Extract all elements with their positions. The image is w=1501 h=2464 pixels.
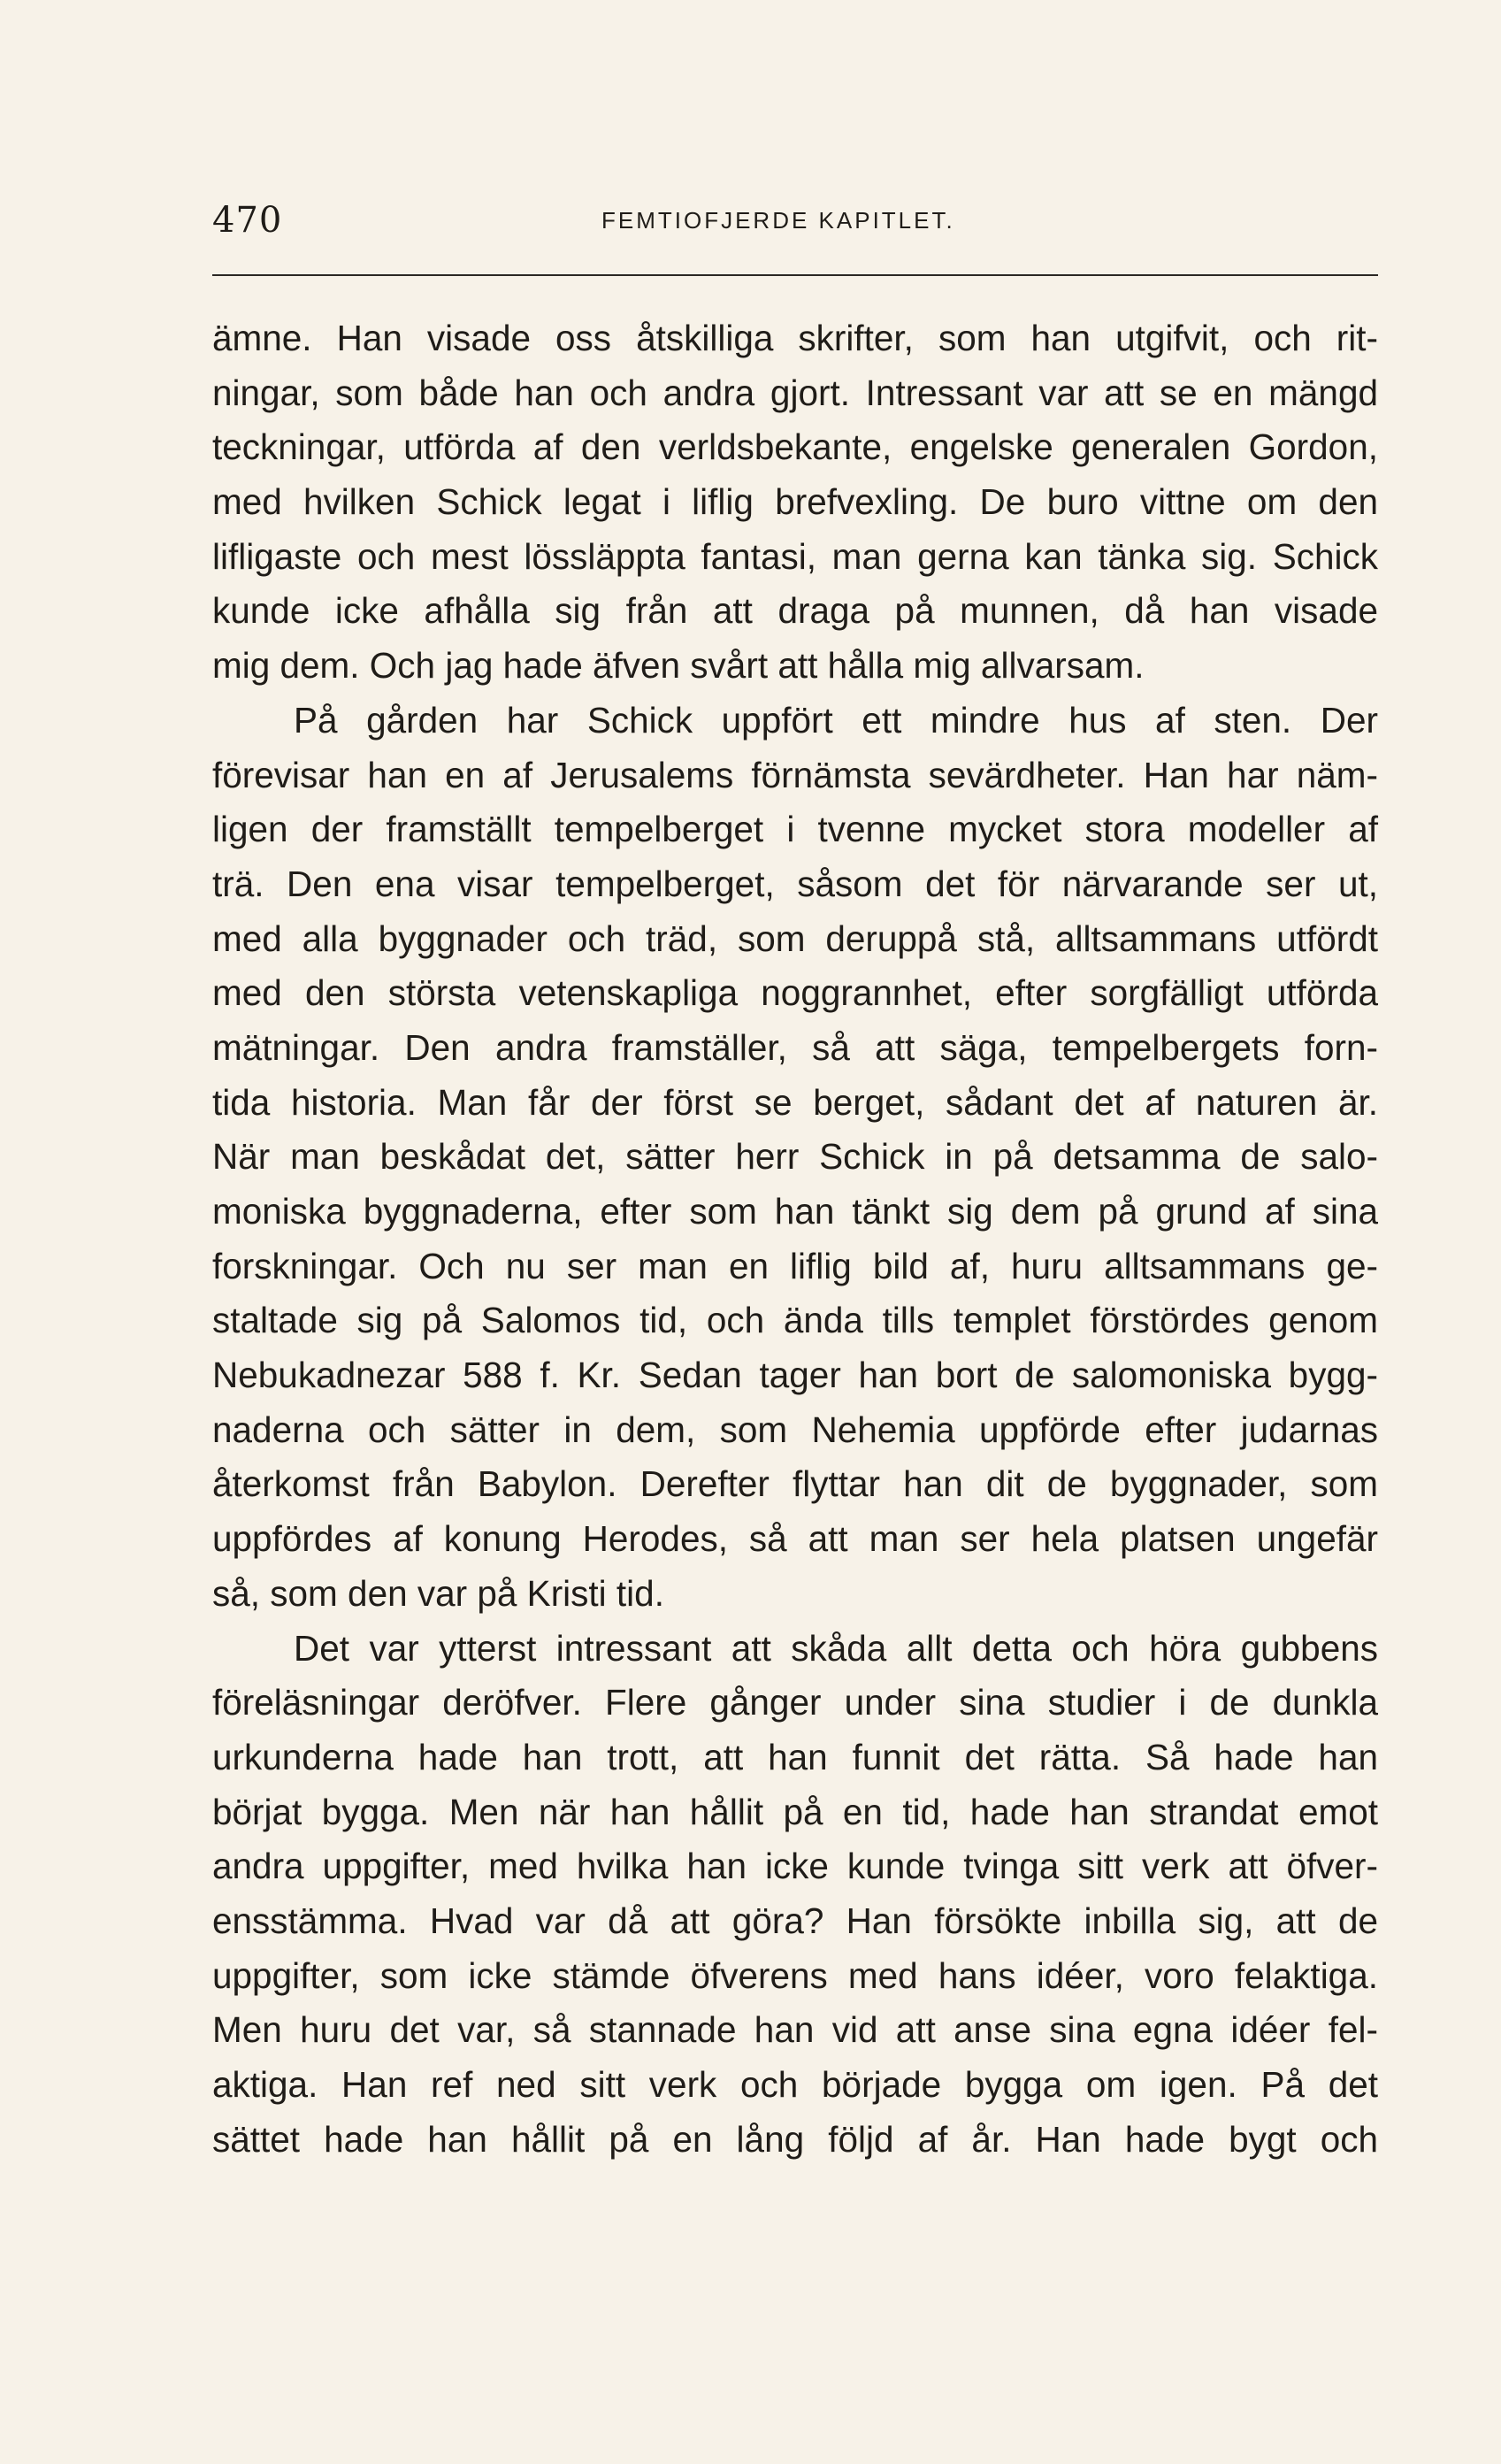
text-line: så, som den var på Kristi tid. (212, 1572, 664, 1614)
text-line: forskningar. Och nu ser man en liflig bild af, huru alltsammans ge- (212, 1245, 1378, 1286)
text-line: mig dem. Och jag hade äfven svårt att hålla mig allvarsam. (212, 645, 1145, 687)
text-line: föreläsningar deröfver. Flere gånger under sina studier i de dunkla (212, 1682, 1378, 1723)
text-line: urkunderna hade han trott, att han funnit det rätta. Så hade han (212, 1736, 1378, 1777)
running-head: FEMTIOFJERDE KAPITLET. (601, 207, 955, 234)
text-line: mätningar. Den andra framställer, så att säga, tempelbergets forn- (212, 1026, 1378, 1068)
text-line: lifligaste och mest lössläppta fantasi, man gerna kan tänka sig. Schick (212, 535, 1378, 577)
text-line: Nebukadnezar 588 f. Kr. Sedan tager han bort de salomoniska bygg- (212, 1355, 1378, 1396)
text-line: naderna och sätter in dem, som Nehemia uppförde efter judarnas (212, 1409, 1378, 1450)
text-line: På gården har Schick uppfört ett mindre hus af sten. Der (294, 699, 1378, 741)
text-line: andra uppgifter, med hvilka han icke kunde tvinga sitt verk att öfver- (212, 1846, 1378, 1887)
text-line: tida historia. Man får der först se berget, sådant det af naturen är. (212, 1081, 1378, 1123)
text-line: teckningar, utförda af den verldsbekante, engelske generalen Gordon, (212, 426, 1378, 468)
text-line: ämne. Han visade oss åtskilliga skrifter, som han utgifvit, och rit- (212, 318, 1378, 358)
text-line: När man beskådat det, sätter herr Schick in på detsamma de salo- (212, 1136, 1378, 1178)
text-line: Men huru det var, så stannade han vid att anse sina egna idéer fel- (212, 2009, 1378, 2051)
text-line: ligen der framställt tempelberget i tvenne mycket stora modeller af (212, 809, 1378, 850)
text-line: återkomst från Babylon. Derefter flyttar han dit de byggnader, som (212, 1463, 1378, 1505)
text-line: med den största vetenskapliga noggrannhet, efter sorgfälligt utförda (212, 972, 1378, 1014)
body-text (212, 311, 1378, 2167)
text-line: med alla byggnader och träd, som deruppå stå, alltsammans utfördt (212, 917, 1378, 959)
text-line: kunde icke afhålla sig från att draga på munnen, då han visade (212, 590, 1378, 632)
text-line: Det var ytterst intressant att skåda allt detta och höra gubbens (294, 1627, 1378, 1669)
text-line: uppfördes af konung Herodes, så att man ser hela platsen ungefär (212, 1518, 1378, 1560)
text-line: aktiga. Han ref ned sitt verk och började bygga om igen. På det (212, 2064, 1378, 2105)
text-line: moniska byggnaderna, efter som han tänkt sig dem på grund af sina (212, 1191, 1378, 1232)
text-line: uppgifter, som icke stämde öfverens med hans idéer, voro felaktiga. (212, 1954, 1378, 1996)
text-line: ningar, som både han och andra gjort. Intressant var att se en mängd (212, 372, 1378, 413)
text-line: trä. Den ena visar tempelberget, såsom det för närvarande ser ut, (212, 863, 1378, 904)
text-line: sättet hade han hållit på en lång följd af år. Han hade bygt och (212, 2118, 1378, 2160)
text-line: med hvilken Schick legat i liflig brefvexling. De buro vittne om den (212, 481, 1378, 523)
page-number: 470 (212, 200, 283, 241)
text-line: ensstämma. Hvad var då att göra? Han försökte inbilla sig, att de (212, 1900, 1378, 1941)
header-rule (212, 274, 1378, 276)
text-line: börjat bygga. Men när han hållit på en tid, hade han strandat emot (212, 1791, 1378, 1832)
text-line: staltade sig på Salomos tid, och ända tills templet förstördes genom (212, 1300, 1378, 1341)
text-line: förevisar han en af Jerusalems förnämsta sevärdheter. Han har näm- (212, 754, 1378, 795)
